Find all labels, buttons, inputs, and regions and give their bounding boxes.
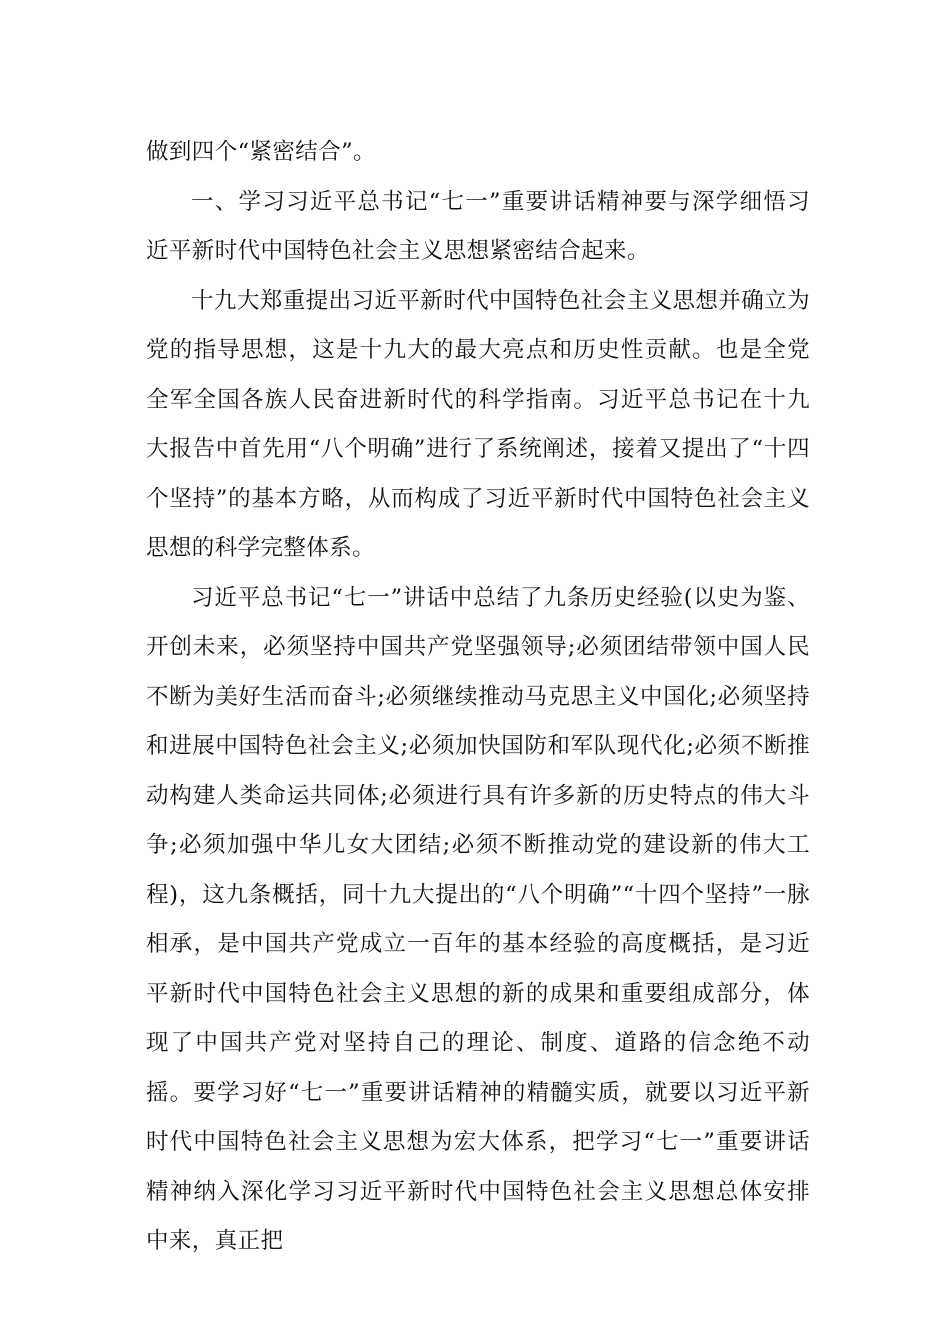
paragraph-continuation: 做到四个“紧密结合”。: [146, 139, 376, 165]
paragraph-nineteenth-congress: 十九大郑重提出习近平新时代中国特色社会主义思想并确立为党的指导思想，这是十九大的最大亮点和历史性贡献。也是全党全军全国各族人民奋进新时代的科学指南。习近平总书记在十九大报告中首先用“八个明确”进行了系统阐述，接着又提出了“十四个坚持”的基本方略，从而构成了习近平新时代中国特色社会主义思想的科学完整体系。: [146, 287, 810, 561]
document-body: [146, 128, 810, 1267]
paragraph-section-heading: 一、学习习近平总书记“七一”重要讲话精神要与深学细悟习近平新时代中国特色社会主义思想紧密结合起来。: [146, 188, 810, 264]
paragraph-historical-experience: 习近平总书记“七一”讲话中总结了九条历史经验(以史为鉴、开创未来，必须坚持中国共产党坚强领导;必须团结带领中国人民不断为美好生活而奋斗;必须继续推动马克思主义中国化;必须坚持和进展中国特色社会主义;必须加快国防和军队现代化;必须不断推动构建人类命运共同体;必须进行具有许多新的历史特点的伟大斗争;必须加强中华儿女大团结;必须不断推动党的建设新的伟大工程)，这九条概括，同十九大提出的“八个明确”“十四个坚持”一脉相承，是中国共产党成立一百年的基本经验的高度概括，是习近平新时代中国特色社会主义思想的新的成果和重要组成部分，体现了中国共产党对坚持自己的理论、制度、道路的信念绝不动摇。要学习好“七一”重要讲话精神的精髓实质，就要以习近平新时代中国特色社会主义思想为宏大体系，把学习“七一”重要讲话精神纳入深化学习习近平新时代中国特色社会主义思想总体安排中来，真正把: [146, 584, 810, 1254]
